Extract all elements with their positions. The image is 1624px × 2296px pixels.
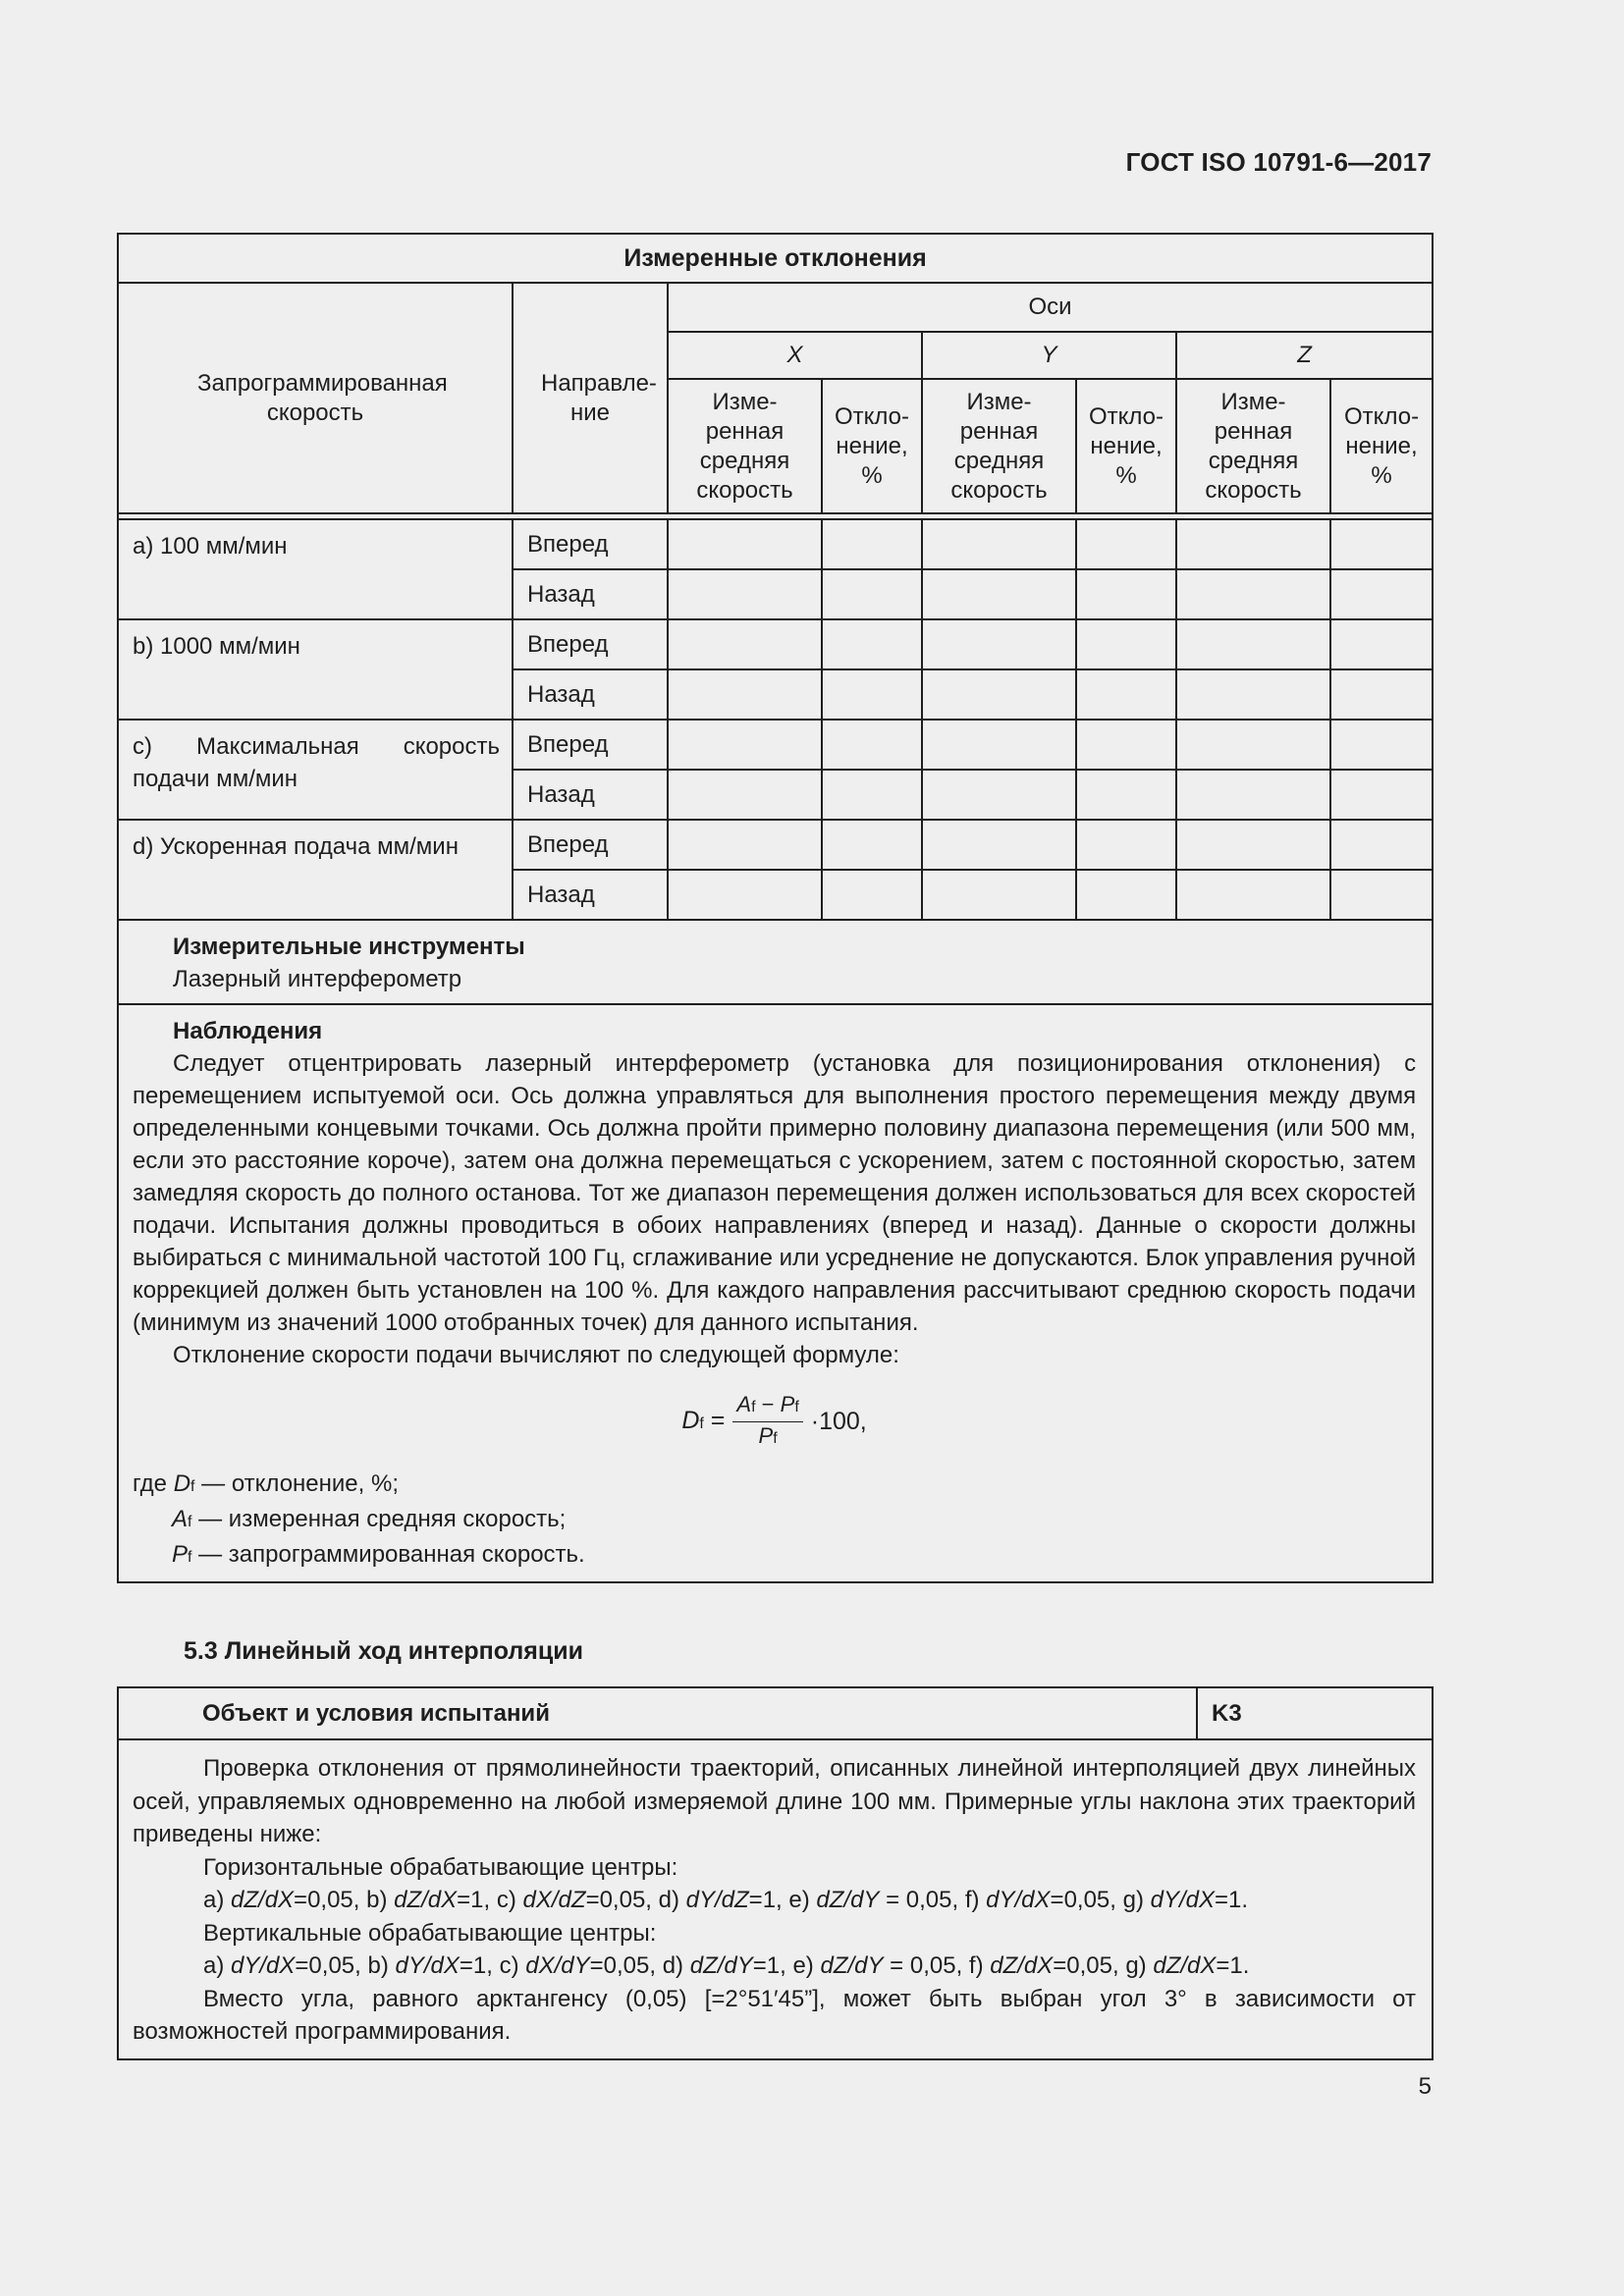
instruments-value: Лазерный интерферометр [173, 966, 462, 992]
speed-cell: b) 1000 мм/мин [118, 619, 513, 720]
direction-cell: Вперед [513, 619, 668, 669]
speed-cell: a) 100 мм/мин [118, 519, 513, 619]
z-measured-header: Изме-ренная средняя скорость [1176, 379, 1330, 513]
table-row [118, 519, 1433, 569]
table-title: Измеренные отклонения [118, 234, 1433, 283]
horizontal-centers-items: a) dZ/dX=0,05, b) dZ/dX=1, c) dX/dZ=0,05, d) dY/dZ=1, e) dZ/dY = 0,05, f) dY/dX=0,05, g) dY/dX=1. [203, 1887, 1249, 1913]
observations-block [118, 1004, 1433, 1582]
z-measured-value[interactable] [1176, 870, 1330, 920]
x-measured-value[interactable] [668, 669, 822, 720]
direction-cell: Вперед [513, 519, 668, 569]
z-deviation-value[interactable] [1330, 720, 1433, 770]
y-measured-value[interactable] [922, 770, 1076, 820]
z-deviation-value[interactable] [1330, 669, 1433, 720]
y-measured-value[interactable] [922, 569, 1076, 619]
y-deviation-value[interactable] [1076, 569, 1176, 619]
test-code: K3 [1197, 1687, 1433, 1739]
z-deviation-value[interactable] [1330, 870, 1433, 920]
z-deviation-value[interactable] [1330, 619, 1433, 669]
z-measured-value[interactable] [1176, 569, 1330, 619]
vertical-centers-items: a) dY/dX=0,05, b) dY/dX=1, c) dX/dY=0,05, d) dZ/dY=1, e) dZ/dY = 0,05, f) dZ/dX=0,05, g) dZ/dX=1. [203, 1952, 1250, 1979]
table-row [118, 720, 1433, 770]
vertical-centers-title: Вертикальные обрабатывающие центры: [203, 1919, 657, 1947]
y-measured-value[interactable] [922, 870, 1076, 920]
y-deviation-value[interactable] [1076, 619, 1176, 669]
x-deviation-value[interactable] [822, 519, 922, 569]
x-measured-value[interactable] [668, 770, 822, 820]
instruments-title: Измерительные инструменты [173, 934, 525, 960]
y-deviation-value[interactable] [1076, 770, 1176, 820]
legend-item: Af — измеренная средняя скорость; [172, 1506, 567, 1532]
direction-cell: Вперед [513, 820, 668, 870]
x-measured-value[interactable] [668, 820, 822, 870]
y-deviation-value[interactable] [1076, 669, 1176, 720]
x-measured-value[interactable] [668, 519, 822, 569]
z-deviation-value[interactable] [1330, 519, 1433, 569]
document-id: ГОСТ ISO 10791-6—2017 [1125, 147, 1432, 177]
observations-text: Следует отцентрировать лазерный интерферометр (установка для позиционирования отклонения) с перемещением испытуемой оси. Ось должна управляться для выполнения простого перемещения между двумя определенными концевыми точками. Ось должна пройти примерно половину диапазона перемещения (или 500 мм, если это расстояние короче), затем она должна перемещаться с ускорением, затем с постоянной скоростью, затем замедляя скорость до полного останова. Тот же диапазон перемещения должен использоваться для всех скоростей подачи. Испытания должны проводиться в обоих направлениях (вперед и назад). Данные о скорости должны выбираться с минимальной частотой 100 Гц, сглаживание или усреднение не допускаются. Блок управления ручной коррекцией должен быть установлен на 100 %. Для каждого направления рассчитывают среднюю скорость подачи (минимум из значений 1000 отобранных точек) для данного испытания. [133, 1050, 1417, 1336]
x-measured-value[interactable] [668, 569, 822, 619]
x-deviation-value[interactable] [822, 720, 922, 770]
col-header-programmed-speed: Запрограммированная скорость [118, 283, 513, 513]
x-deviation-value[interactable] [822, 669, 922, 720]
z-deviation-value[interactable] [1330, 569, 1433, 619]
x-deviation-value[interactable] [822, 569, 922, 619]
speed-cell: c) Максимальная скорость подачи мм/мин [118, 720, 513, 820]
table-row [118, 619, 1433, 669]
legend-item: Pf — запрограммированная скорость. [172, 1541, 585, 1568]
y-measured-value[interactable] [922, 619, 1076, 669]
z-deviation-value[interactable] [1330, 820, 1433, 870]
axis-z-header: Z [1176, 332, 1433, 379]
y-measured-value[interactable] [922, 669, 1076, 720]
legend-item: где Df — отклонение, %; [133, 1470, 399, 1497]
z-measured-value[interactable] [1176, 770, 1330, 820]
y-measured-header: Изме-ренная средняя скорость [922, 379, 1076, 513]
z-deviation-header: Откло-нение, % [1330, 379, 1433, 513]
y-measured-value[interactable] [922, 720, 1076, 770]
direction-cell: Назад [513, 669, 668, 720]
speed-cell: d) Ускоренная подача мм/мин [118, 820, 513, 920]
z-measured-value[interactable] [1176, 519, 1330, 569]
z-measured-value[interactable] [1176, 669, 1330, 720]
y-deviation-value[interactable] [1076, 820, 1176, 870]
z-measured-value[interactable] [1176, 720, 1330, 770]
direction-cell: Назад [513, 870, 668, 920]
y-deviation-value[interactable] [1076, 519, 1176, 569]
z-measured-value[interactable] [1176, 820, 1330, 870]
y-deviation-value[interactable] [1076, 720, 1176, 770]
x-deviation-value[interactable] [822, 820, 922, 870]
x-deviation-value[interactable] [822, 870, 922, 920]
z-deviation-value[interactable] [1330, 770, 1433, 820]
z-measured-value[interactable] [1176, 619, 1330, 669]
y-deviation-value[interactable] [1076, 870, 1176, 920]
x-measured-header: Изме-ренная средняя скорость [668, 379, 822, 513]
deviation-formula: Df = $\frac{Af - Pf}{Pf}$ ·100, [681, 1392, 867, 1448]
y-measured-value[interactable] [922, 519, 1076, 569]
table-row [118, 820, 1433, 870]
direction-cell: Вперед [513, 720, 668, 770]
formula-intro: Отклонение скорости подачи вычисляют по следующей формуле: [173, 1342, 899, 1368]
y-deviation-header: Откло-нение, % [1076, 379, 1176, 513]
y-measured-value[interactable] [922, 820, 1076, 870]
instruments-block [118, 920, 1433, 1004]
section-heading: 5.3 Линейный ход интерполяции [184, 1637, 583, 1665]
measured-deviations-table [117, 233, 1434, 1583]
x-measured-value[interactable] [668, 870, 822, 920]
angle-note: Вместо угла, равного арктангенсу (0,05) [=2°51′45”], может быть выбран угол 3° в зависимости от возможностей программирования. [133, 1985, 1416, 2045]
axes-header: Оси [668, 283, 1433, 332]
observations-title: Наблюдения [173, 1018, 323, 1044]
horizontal-centers-title: Горизонтальные обрабатывающие центры: [203, 1853, 678, 1881]
x-measured-value[interactable] [668, 720, 822, 770]
x-deviation-value[interactable] [822, 619, 922, 669]
test-conditions-table [117, 1686, 1434, 2060]
direction-cell: Назад [513, 569, 668, 619]
col-header-direction: Направле-ние [513, 283, 668, 513]
direction-cell: Назад [513, 770, 668, 820]
axis-x-header: X [668, 332, 922, 379]
axis-y-header: Y [922, 332, 1176, 379]
page-number: 5 [1418, 2073, 1432, 2100]
x-deviation-value[interactable] [822, 770, 922, 820]
x-measured-value[interactable] [668, 619, 822, 669]
test-conditions-body [118, 1739, 1433, 2059]
x-deviation-header: Откло-нение, % [822, 379, 922, 513]
test-intro: Проверка отклонения от прямолинейности траекторий, описанных линейной интерполяцией двух линейных осей, управляемых одновременно на любой измеряемой длине 100 мм. Примерные углы наклона этих траекторий приведены ниже: [133, 1755, 1416, 1847]
test-conditions-title: Объект и условия испытаний [118, 1687, 1197, 1739]
